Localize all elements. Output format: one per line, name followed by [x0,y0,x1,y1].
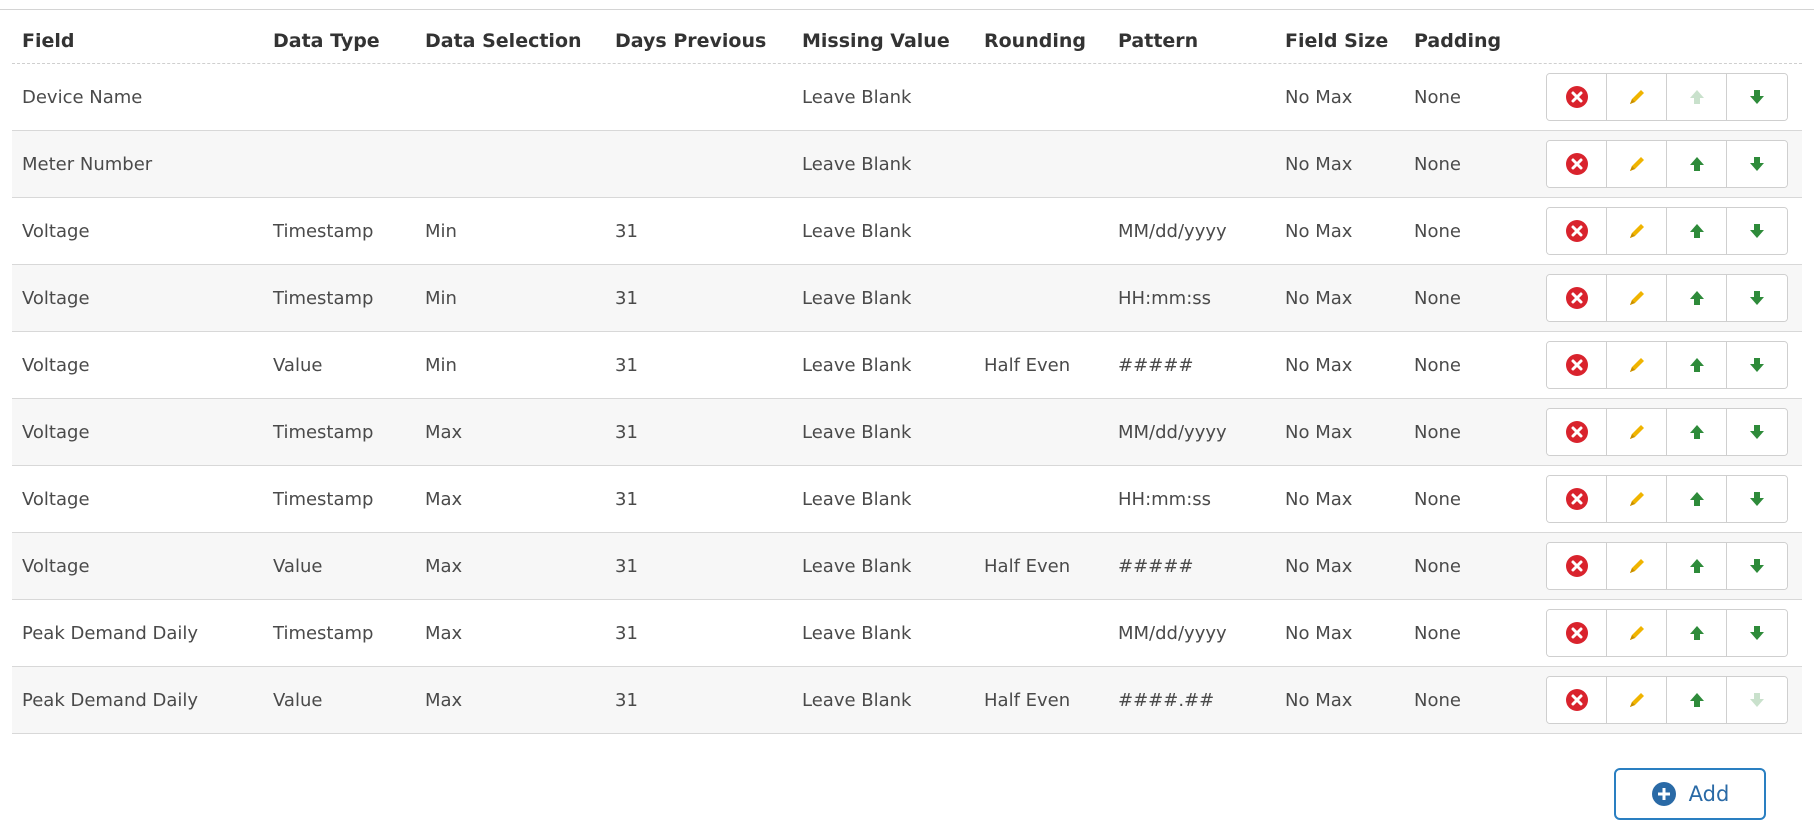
arrow-down-icon [1747,87,1767,107]
cell-padding: None [1414,622,1461,644]
delete-circle-x-icon [1565,85,1589,109]
delete-circle-x-icon [1565,621,1589,645]
cell-data-type: Value [273,354,323,376]
arrow-down-icon [1747,288,1767,308]
cell-rounding: Half Even [984,354,1071,376]
cell-padding: None [1414,421,1461,443]
cell-field: Voltage [22,220,90,242]
cell-days-previous: 31 [615,622,638,644]
row-action-group [1546,140,1788,188]
header-days-previous: Days Previous [615,29,767,52]
pencil-icon [1625,420,1649,444]
cell-pattern: HH:mm:ss [1118,287,1212,309]
row-action-group [1546,475,1788,523]
cell-missing-value: Leave Blank [802,421,912,443]
cell-missing-value: Leave Blank [802,689,912,711]
move-up-button[interactable] [1667,476,1727,522]
header-field-size: Field Size [1285,29,1389,52]
row-action-group [1546,274,1788,322]
move-up-button[interactable] [1667,208,1727,254]
delete-button[interactable] [1547,409,1607,455]
table-row [12,332,1802,399]
cell-field-size: No Max [1285,86,1353,108]
arrow-down-icon [1747,221,1767,241]
row-action-group [1546,542,1788,590]
cell-padding: None [1414,220,1461,242]
arrow-up-icon [1687,355,1707,375]
arrow-up-icon [1687,221,1707,241]
cell-pattern: ####.## [1118,689,1215,711]
cell-padding: None [1414,689,1461,711]
edit-button[interactable] [1607,74,1667,120]
cell-data-selection: Max [425,488,463,510]
table-row [12,131,1802,198]
move-down-button[interactable] [1727,543,1787,589]
move-down-button[interactable] [1727,74,1787,120]
arrow-down-icon [1747,556,1767,576]
cell-missing-value: Leave Blank [802,86,912,108]
edit-button[interactable] [1607,275,1667,321]
cell-field-size: No Max [1285,689,1353,711]
move-down-button[interactable] [1727,141,1787,187]
header-missing-value: Missing Value [802,29,950,52]
arrow-up-icon [1687,556,1707,576]
cell-missing-value: Leave Blank [802,555,912,577]
cell-data-selection: Max [425,622,463,644]
cell-missing-value: Leave Blank [802,622,912,644]
cell-pattern: ##### [1118,555,1194,577]
cell-missing-value: Leave Blank [802,354,912,376]
header-data-selection: Data Selection [425,29,582,52]
table-row [12,399,1802,466]
add-button-label: Add [1688,782,1730,806]
header-pattern: Pattern [1118,29,1199,52]
move-down-button[interactable] [1727,342,1787,388]
pencil-icon [1625,152,1649,176]
cell-days-previous: 31 [615,689,638,711]
cell-data-type: Timestamp [273,220,374,242]
move-down-button[interactable] [1727,610,1787,656]
cell-pattern: MM/dd/yyyy [1118,220,1227,242]
arrow-down-icon [1747,422,1767,442]
move-up-button[interactable] [1667,543,1727,589]
cell-data-selection: Max [425,421,463,443]
header-data-type: Data Type [273,29,380,52]
row-action-group [1546,609,1788,657]
cell-days-previous: 31 [615,287,638,309]
pencil-icon [1625,85,1649,109]
cell-field-size: No Max [1285,622,1353,644]
pencil-icon [1625,219,1649,243]
move-up-button[interactable] [1667,342,1727,388]
cell-padding: None [1414,287,1461,309]
table-row [12,466,1802,533]
arrow-down-icon [1747,355,1767,375]
delete-button[interactable] [1547,610,1607,656]
delete-button[interactable] [1547,677,1607,723]
cell-field-size: No Max [1285,488,1353,510]
move-down-button [1727,677,1787,723]
cell-data-type: Value [273,555,323,577]
cell-field-size: No Max [1285,555,1353,577]
arrow-up-icon [1687,623,1707,643]
move-up-button[interactable] [1667,275,1727,321]
cell-pattern: ##### [1118,354,1194,376]
delete-button[interactable] [1547,543,1607,589]
cell-field: Meter Number [22,153,153,175]
cell-field-size: No Max [1285,153,1353,175]
header-field: Field [22,29,75,52]
edit-button[interactable] [1607,476,1667,522]
cell-rounding: Half Even [984,689,1071,711]
move-down-button[interactable] [1727,409,1787,455]
cell-data-selection: Min [425,220,457,242]
cell-days-previous: 31 [615,421,638,443]
table-row [12,533,1802,600]
edit-button[interactable] [1607,409,1667,455]
top-divider [0,9,1814,10]
cell-padding: None [1414,153,1461,175]
pencil-icon [1625,487,1649,511]
delete-button[interactable] [1547,275,1607,321]
cell-field: Voltage [22,354,90,376]
row-action-group [1546,676,1788,724]
cell-data-selection: Max [425,689,463,711]
cell-rounding: Half Even [984,555,1071,577]
delete-button[interactable] [1547,342,1607,388]
cell-pattern: HH:mm:ss [1118,488,1212,510]
cell-days-previous: 31 [615,488,638,510]
table-body [12,64,1802,734]
cell-field-size: No Max [1285,421,1353,443]
cell-field: Voltage [22,488,90,510]
delete-circle-x-icon [1565,554,1589,578]
row-action-group [1546,341,1788,389]
delete-circle-x-icon [1565,152,1589,176]
edit-button[interactable] [1607,677,1667,723]
delete-circle-x-icon [1565,420,1589,444]
table-header [12,18,1802,64]
arrow-up-icon [1687,87,1707,107]
table-row [12,198,1802,265]
edit-button[interactable] [1607,610,1667,656]
arrow-up-icon [1687,288,1707,308]
move-up-button[interactable] [1667,409,1727,455]
delete-button[interactable] [1547,74,1607,120]
cell-missing-value: Leave Blank [802,220,912,242]
header-padding: Padding [1414,29,1502,52]
arrow-down-icon [1747,489,1767,509]
section-tab[interactable] [34,0,174,6]
delete-button[interactable] [1547,208,1607,254]
delete-button[interactable] [1547,476,1607,522]
table-row [12,667,1802,734]
move-up-button[interactable] [1667,141,1727,187]
delete-circle-x-icon [1565,688,1589,712]
arrow-down-icon [1747,154,1767,174]
add-button[interactable] [1614,768,1766,820]
edit-button[interactable] [1607,208,1667,254]
move-down-button[interactable] [1727,208,1787,254]
edit-button[interactable] [1607,342,1667,388]
cell-field: Voltage [22,287,90,309]
pencil-icon [1625,554,1649,578]
cell-padding: None [1414,86,1461,108]
cell-padding: None [1414,354,1461,376]
cell-data-type: Value [273,689,323,711]
cell-days-previous: 31 [615,555,638,577]
move-up-button[interactable] [1667,610,1727,656]
cell-days-previous: 31 [615,354,638,376]
cell-data-selection: Min [425,287,457,309]
cell-missing-value: Leave Blank [802,488,912,510]
arrow-up-icon [1687,690,1707,710]
arrow-down-icon [1747,623,1767,643]
cell-data-type: Timestamp [273,421,374,443]
row-action-group [1546,73,1788,121]
cell-padding: None [1414,488,1461,510]
move-down-button[interactable] [1727,476,1787,522]
cell-data-selection: Min [425,354,457,376]
edit-button[interactable] [1607,543,1667,589]
cell-field-size: No Max [1285,220,1353,242]
cell-days-previous: 31 [615,220,638,242]
fields-table [12,18,1802,734]
cell-field: Device Name [22,86,143,108]
cell-pattern: MM/dd/yyyy [1118,421,1227,443]
delete-button[interactable] [1547,141,1607,187]
cell-data-type: Timestamp [273,488,374,510]
cell-field: Peak Demand Daily [22,689,199,711]
cell-field-size: No Max [1285,354,1353,376]
cell-data-selection: Max [425,555,463,577]
cell-data-type: Timestamp [273,287,374,309]
row-action-group [1546,207,1788,255]
cell-field-size: No Max [1285,287,1353,309]
pencil-icon [1625,286,1649,310]
cell-data-type: Timestamp [273,622,374,644]
move-up-button[interactable] [1667,677,1727,723]
row-action-group [1546,408,1788,456]
cell-field: Peak Demand Daily [22,622,199,644]
cell-missing-value: Leave Blank [802,153,912,175]
arrow-up-icon [1687,489,1707,509]
cell-missing-value: Leave Blank [802,287,912,309]
delete-circle-x-icon [1565,286,1589,310]
move-down-button[interactable] [1727,275,1787,321]
move-up-button [1667,74,1727,120]
pencil-icon [1625,688,1649,712]
table-row [12,64,1802,131]
pencil-icon [1625,621,1649,645]
cell-pattern: MM/dd/yyyy [1118,622,1227,644]
cell-field: Voltage [22,421,90,443]
edit-button[interactable] [1607,141,1667,187]
header-rounding: Rounding [984,29,1086,52]
plus-circle-icon [1651,781,1677,807]
delete-circle-x-icon [1565,353,1589,377]
cell-field: Voltage [22,555,90,577]
arrow-down-icon [1747,690,1767,710]
cell-padding: None [1414,555,1461,577]
delete-circle-x-icon [1565,219,1589,243]
pencil-icon [1625,353,1649,377]
arrow-up-icon [1687,422,1707,442]
arrow-up-icon [1687,154,1707,174]
table-row [12,600,1802,667]
delete-circle-x-icon [1565,487,1589,511]
table-row [12,265,1802,332]
